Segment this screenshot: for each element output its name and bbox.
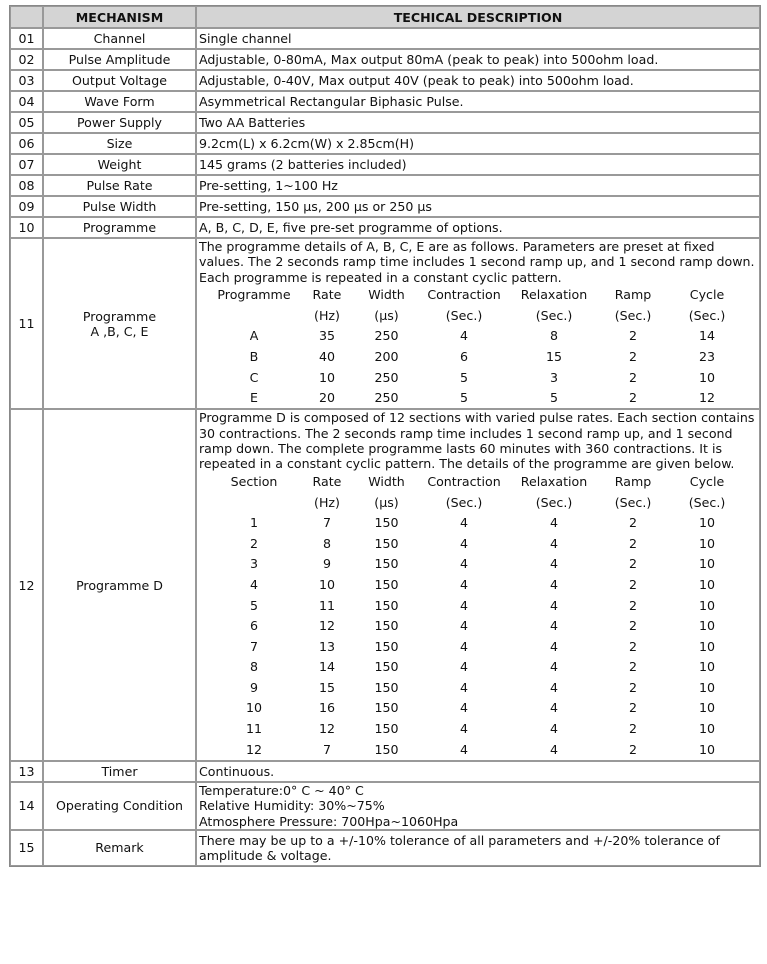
sub-cell: 4 (549, 576, 558, 592)
description-cell: Pre-setting, 1~100 Hz (196, 175, 760, 196)
sub-cell: Programme (217, 287, 291, 303)
description-cell: 9.2cm(L) x 6.2cm(W) x 2.85cm(H) (196, 133, 760, 154)
sub-cell: Contraction (427, 287, 501, 303)
description-cell: Adjustable, 0-80mA, Max output 80mA (peak to peak) into 500ohm load. (196, 49, 760, 70)
row-06 (10, 133, 760, 154)
sub-cell: 2 (628, 556, 637, 572)
sub-cell: B (249, 348, 259, 364)
row-10 (10, 217, 760, 238)
row-number: 03 (10, 70, 43, 91)
row-number: 15 (10, 830, 43, 866)
sub-cell: 4 (249, 576, 258, 592)
condition-temperature: Temperature:0° C ~ 40° C (199, 782, 364, 798)
sub-cell: 4 (459, 556, 468, 572)
sub-cell: 4 (459, 700, 468, 716)
sub-cell: 150 (374, 741, 399, 757)
sub-cell: Section (230, 473, 278, 489)
sub-data-row (213, 513, 742, 534)
sub-cell: 40 (318, 348, 336, 364)
mechanism-cell: Pulse Amplitude (43, 49, 196, 70)
sub-cell: 2 (628, 390, 637, 406)
sub-cell: 5 (549, 390, 558, 406)
sub-cell: Cycle (689, 287, 725, 303)
sub-data-row (213, 326, 742, 347)
sub-cell: 5 (459, 369, 468, 385)
sub-cell: (Sec.) (688, 307, 726, 323)
sub-cell: 15 (545, 348, 563, 364)
sub-cell: 150 (374, 576, 399, 592)
row-14 (10, 782, 760, 830)
sub-cell: (μs) (374, 307, 399, 323)
sub-cell: 9 (249, 679, 258, 695)
sub-cell: 250 (374, 369, 399, 385)
mechanism-cell: Power Supply (43, 112, 196, 133)
description-cell: Two AA Batteries (196, 112, 760, 133)
sub-cell: Width (368, 287, 405, 303)
sub-cell: 12 (318, 721, 336, 737)
description-cell: Adjustable, 0-40V, Max output 40V (peak to peak) into 500ohm load. (196, 70, 760, 91)
sub-cell: Relaxation (520, 287, 588, 303)
sub-cell: 150 (374, 638, 399, 654)
sub-cell: (Hz) (314, 494, 340, 510)
sub-cell: 12 (245, 741, 263, 757)
sub-cell: 7 (322, 515, 331, 531)
sub-cell: (Sec.) (445, 307, 483, 323)
sub-cell: 4 (459, 535, 468, 551)
description-cell: There may be up to a +/-10% tolerance of all parameters and +/-20% tolerance of amplitude & voltage. (196, 830, 760, 866)
sub-cell: 150 (374, 679, 399, 695)
sub-cell: (Hz) (314, 307, 340, 323)
sub-cell: 10 (698, 369, 716, 385)
sub-cell: 4 (549, 700, 558, 716)
sub-cell: 2 (628, 721, 637, 737)
sub-cell: 4 (549, 556, 558, 572)
mechanism-cell: Wave Form (43, 91, 196, 112)
condition-humidity: Relative Humidity: 30%~75% (199, 798, 385, 814)
programme-abce-table (213, 285, 742, 409)
sub-cell: 2 (628, 369, 637, 385)
description-cell: Single channel (196, 28, 760, 49)
row-number: 02 (10, 49, 43, 70)
row-13 (10, 761, 760, 782)
sub-cell: 4 (459, 679, 468, 695)
sub-cell: (μs) (374, 494, 399, 510)
sub-cell: 250 (374, 390, 399, 406)
sub-cell: 4 (459, 515, 468, 531)
sub-cell: 16 (318, 700, 336, 716)
description-cell (196, 409, 760, 761)
mechanism-cell: Programme D (43, 409, 196, 761)
sub-cell: 10 (698, 741, 716, 757)
sub-cell: 11 (245, 721, 263, 737)
sub-cell: 1 (249, 515, 258, 531)
mechanism-cell: Remark (43, 830, 196, 866)
sub-cell: Rate (312, 287, 342, 303)
programme-d-table (213, 472, 742, 760)
sub-cell: 10 (245, 700, 263, 716)
sub-cell: 7 (322, 741, 331, 757)
sub-cell: 4 (549, 679, 558, 695)
sub-cell: 2 (628, 576, 637, 592)
sub-data-row (213, 388, 742, 409)
row-07 (10, 154, 760, 175)
sub-cell: 2 (628, 659, 637, 675)
sub-cell: Width (368, 473, 405, 489)
sub-data-row (213, 595, 742, 616)
mechanism-cell: Size (43, 133, 196, 154)
sub-cell: 8 (249, 659, 258, 675)
sub-cell: 8 (322, 535, 331, 551)
row-number: 12 (10, 409, 43, 761)
sub-cell: 12 (318, 618, 336, 634)
sub-cell: 5 (459, 390, 468, 406)
description-cell (196, 782, 760, 830)
sub-cell: 2 (628, 535, 637, 551)
sub-data-row (213, 739, 742, 760)
row-number: 13 (10, 761, 43, 782)
row-number: 01 (10, 28, 43, 49)
mechanism-cell: Operating Condition (43, 782, 196, 830)
sub-data-row (213, 367, 742, 388)
sub-cell: 9 (322, 556, 331, 572)
sub-cell: (Sec.) (535, 494, 573, 510)
sub-cell: 2 (249, 535, 258, 551)
row-number: 10 (10, 217, 43, 238)
sub-cell: 10 (698, 576, 716, 592)
sub-cell: 3 (249, 556, 258, 572)
sub-data-row (213, 698, 742, 719)
sub-cell: 150 (374, 556, 399, 572)
row-number: 14 (10, 782, 43, 830)
sub-cell (213, 305, 295, 326)
sub-cell: 10 (698, 535, 716, 551)
sub-header-row (213, 472, 742, 493)
sub-cell: 3 (549, 369, 558, 385)
description-cell: Asymmetrical Rectangular Biphasic Pulse. (196, 91, 760, 112)
sub-cell: 150 (374, 535, 399, 551)
sub-cell: E (250, 390, 258, 406)
row-02 (10, 49, 760, 70)
sub-cell: 10 (698, 515, 716, 531)
sub-cell: 4 (459, 659, 468, 675)
sub-cell: 150 (374, 721, 399, 737)
sub-data-row (213, 575, 742, 596)
spec-table (9, 5, 761, 867)
sub-cell: 4 (459, 618, 468, 634)
sub-cell: 250 (374, 328, 399, 344)
sub-cell: 23 (698, 348, 716, 364)
mechanism-cell: Channel (43, 28, 196, 49)
sub-data-row (213, 554, 742, 575)
sub-cell: 10 (318, 576, 336, 592)
row-08 (10, 175, 760, 196)
sub-cell: 2 (628, 638, 637, 654)
mechanism-cell: Timer (43, 761, 196, 782)
sub-cell: 11 (318, 597, 336, 613)
sub-data-row (213, 347, 742, 368)
sub-cell: 15 (318, 679, 336, 695)
header-row (10, 6, 760, 28)
mechanism-cell: Weight (43, 154, 196, 175)
condition-pressure: Atmosphere Pressure: 700Hpa~1060Hpa (199, 813, 459, 829)
sub-cell: Relaxation (520, 473, 588, 489)
programme-intro: The programme details of A, B, C, E are as follows. Parameters are preset at fixed values. The 2 seconds ramp time includes 1 second ramp up, and 1 second ramp down. Each programme is repeated in a constant cyclic pattern. (199, 239, 755, 285)
row-number: 05 (10, 112, 43, 133)
sub-cell: 10 (698, 659, 716, 675)
sub-cell: 4 (549, 741, 558, 757)
sub-cell: 2 (628, 618, 637, 634)
sub-data-row (213, 719, 742, 740)
row-number: 08 (10, 175, 43, 196)
sub-cell: 10 (698, 679, 716, 695)
sub-units-row (213, 305, 742, 326)
row-11 (10, 238, 760, 409)
sub-cell: 150 (374, 515, 399, 531)
sub-header-row (213, 285, 742, 306)
row-03 (10, 70, 760, 91)
sub-cell: 5 (249, 597, 258, 613)
sub-cell: 2 (628, 679, 637, 695)
sub-cell: 10 (698, 618, 716, 634)
mechanism-cell: Pulse Rate (43, 175, 196, 196)
sub-cell: 10 (698, 638, 716, 654)
sub-cell: (Sec.) (535, 307, 573, 323)
sub-cell: 6 (249, 618, 258, 634)
mechanism-cell (43, 238, 196, 409)
sub-cell: 4 (459, 597, 468, 613)
sub-cell: (Sec.) (445, 494, 483, 510)
sub-cell: A (249, 328, 259, 344)
header-description: TECHICAL DESCRIPTION (196, 6, 760, 28)
mechanism-cell: Output Voltage (43, 70, 196, 91)
sub-cell: 2 (628, 328, 637, 344)
header-mechanism: MECHANISM (43, 6, 196, 28)
sub-cell: 14 (318, 659, 336, 675)
sub-cell: 4 (459, 576, 468, 592)
sub-cell: 4 (549, 597, 558, 613)
sub-cell: 10 (318, 369, 336, 385)
sub-cell: 150 (374, 659, 399, 675)
row-01 (10, 28, 760, 49)
description-cell: Pre-setting, 150 μs, 200 μs or 250 μs (196, 196, 760, 217)
sub-cell: Ramp (614, 287, 652, 303)
sub-cell: 150 (374, 700, 399, 716)
row-05 (10, 112, 760, 133)
sub-cell: 2 (628, 741, 637, 757)
description-cell (196, 238, 760, 409)
sub-cell: Cycle (689, 473, 725, 489)
row-12 (10, 409, 760, 761)
sub-cell: 7 (249, 638, 258, 654)
sub-cell: 20 (318, 390, 336, 406)
sub-cell: 10 (698, 700, 716, 716)
sub-cell: 14 (698, 328, 716, 344)
mechanism-cell: Pulse Width (43, 196, 196, 217)
mechanism-cell: Programme (43, 217, 196, 238)
sub-cell: 4 (549, 638, 558, 654)
sub-cell: 200 (374, 348, 399, 364)
row-number: 07 (10, 154, 43, 175)
sub-cell: (Sec.) (614, 307, 652, 323)
sub-cell: (Sec.) (614, 494, 652, 510)
sub-cell: 10 (698, 597, 716, 613)
sub-cell: 4 (549, 618, 558, 634)
sub-cell: 4 (549, 721, 558, 737)
sub-cell: 10 (698, 556, 716, 572)
sub-cell: 6 (459, 348, 468, 364)
sub-cell: 2 (628, 348, 637, 364)
row-number: 11 (10, 238, 43, 409)
description-cell: A, B, C, D, E, five pre-set programme of options. (196, 217, 760, 238)
sub-cell: Rate (312, 473, 342, 489)
sub-units-row (213, 492, 742, 513)
row-09 (10, 196, 760, 217)
row-number: 09 (10, 196, 43, 217)
description-cell: Continuous. (196, 761, 760, 782)
sub-cell: 10 (698, 721, 716, 737)
programme-d-intro: Programme D is composed of 12 sections with varied pulse rates. Each section contains 30 contractions. The 2 seconds ramp time includes 1 second ramp up, and 1 second ramp down. The complete programme lasts 60 minutes with 360 contractions. It is repeated in a constant cyclic pattern. The details of the programme are given below. (199, 410, 755, 472)
sub-cell: 2 (628, 515, 637, 531)
sub-cell: Contraction (427, 473, 501, 489)
sub-cell: 8 (549, 328, 558, 344)
sub-cell (213, 492, 295, 513)
header-num (10, 6, 43, 28)
sub-cell: 4 (549, 659, 558, 675)
sub-cell: C (249, 369, 259, 385)
sub-cell: 150 (374, 618, 399, 634)
description-cell: 145 grams (2 batteries included) (196, 154, 760, 175)
sub-cell: 13 (318, 638, 336, 654)
mechanism-line-2: A ,B, C, E (90, 323, 149, 339)
sub-data-row (213, 533, 742, 554)
row-15 (10, 830, 760, 866)
sub-data-row (213, 678, 742, 699)
sub-cell: 4 (549, 515, 558, 531)
sub-cell: Ramp (614, 473, 652, 489)
sub-cell: 150 (374, 597, 399, 613)
row-04 (10, 91, 760, 112)
row-number: 06 (10, 133, 43, 154)
sub-cell: 35 (318, 328, 336, 344)
sub-data-row (213, 657, 742, 678)
sub-data-row (213, 616, 742, 637)
sub-cell: 4 (459, 328, 468, 344)
mechanism-line-1: Programme (82, 308, 157, 324)
sub-cell: 4 (549, 535, 558, 551)
sub-cell: 2 (628, 700, 637, 716)
sub-cell: (Sec.) (688, 494, 726, 510)
sub-cell: 12 (698, 390, 716, 406)
sub-cell: 2 (628, 597, 637, 613)
row-number: 04 (10, 91, 43, 112)
sub-data-row (213, 636, 742, 657)
sub-cell: 4 (459, 638, 468, 654)
sub-cell: 4 (459, 741, 468, 757)
sub-cell: 4 (459, 721, 468, 737)
